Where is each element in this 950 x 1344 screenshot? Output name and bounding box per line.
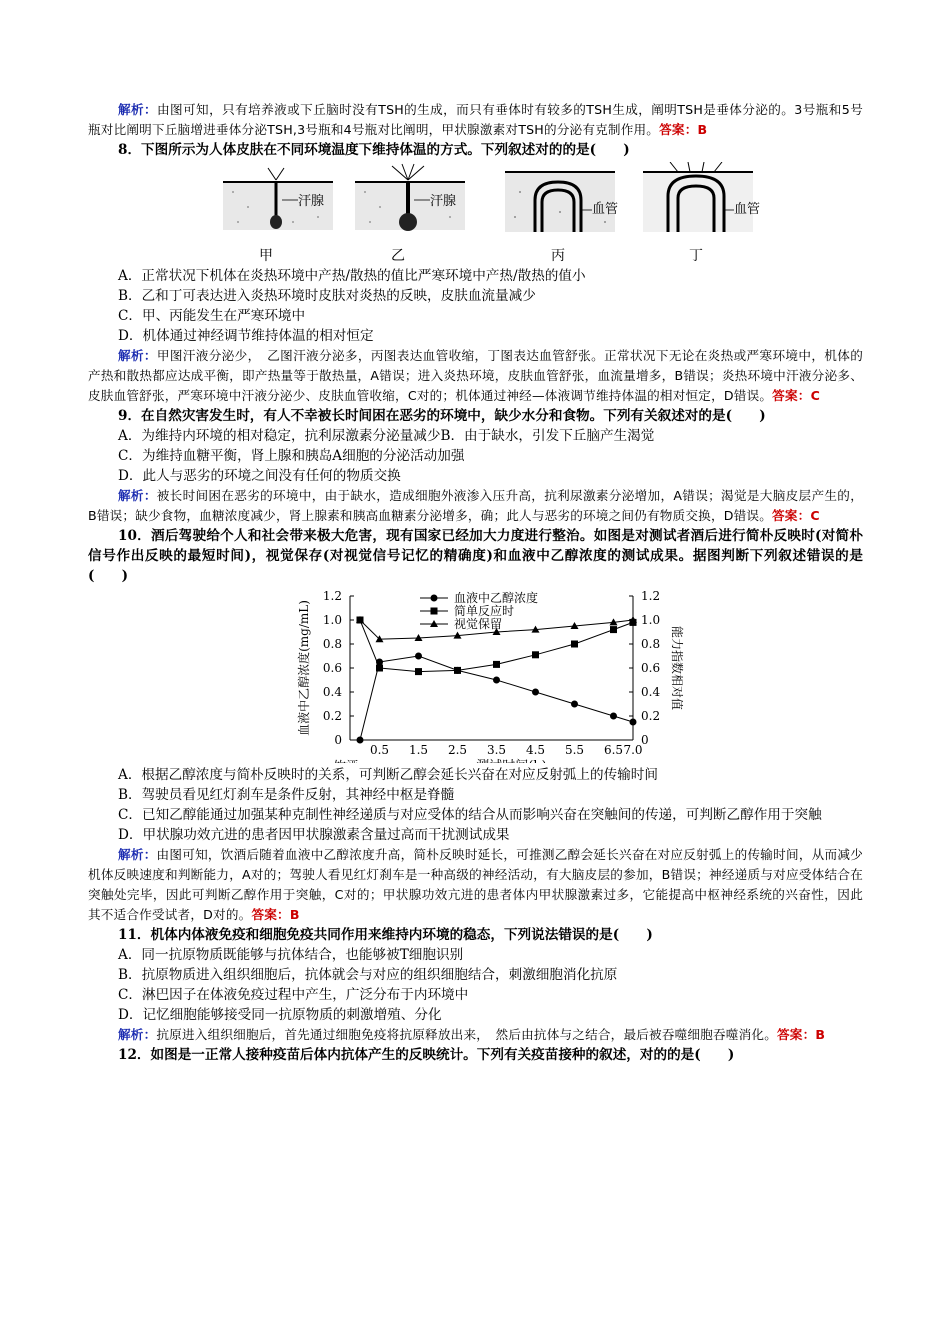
analysis-text: 由图可知，只有培养液或下丘脑时没有TSH的生成，而只有垂体时有较多的TSH生成，阐明TSH是垂体分泌的。3号瓶和5号瓶对比阐明下丘脑增进垂体分泌TSH,3号瓶和4号瓶对比阐明，甲状腺激素对TSH的分泌有克制作用。 (88, 102, 863, 137)
caption-ding: 丁 (689, 248, 703, 264)
caption-jia: 甲 (259, 248, 273, 264)
q11-option-d: D．记忆细胞能够接受同一抗原物质的刺激增殖、分化 (118, 1007, 442, 1023)
q9-option-ab: A．为维持内环境的相对稳定，抗利尿激素分泌量减少B．由于缺水，引发下丘脑产生渴觉 (118, 428, 655, 444)
legend-label-1: 血液中乙醇浓度 (454, 591, 539, 605)
answer-value: B (289, 907, 300, 922)
y2-axis-title: 能力指数相对值 (670, 625, 684, 711)
label-vessel-2: 血管 (734, 202, 761, 217)
alcohol-line-chart (88, 588, 863, 763)
analysis-text: 抗原进入组织细胞后，首先通过细胞免疫将抗原释放出来， 然后由抗体与之结合，最后被吞噬细胞吞噬消化。 (156, 1027, 777, 1042)
answer-tag: 答案： (772, 388, 811, 403)
x-tick-label: 0.5 (369, 743, 390, 757)
vessel-constricted-illustration (500, 162, 640, 242)
q8-option-a: A．正常状况下机体在炎热环境中产热/散热的值比严寒环境中产热/散热的值小 (118, 268, 586, 284)
panel-ding (638, 162, 778, 262)
panel-yi (350, 162, 490, 262)
legend-label-3: 视觉保留 (454, 617, 503, 631)
x-tick-label: 2.5 (447, 743, 468, 757)
q9-analysis (88, 486, 863, 526)
data-point-series-2 (610, 626, 617, 633)
y2-tick-label: 0.2 (641, 709, 661, 723)
y-tick-label: 1.2 (322, 589, 342, 603)
q11-analysis (88, 1025, 863, 1045)
analysis-text: 被长时间困在恶劣的环境中，由于缺水，造成细胞外液渗入压升高，抗利尿激素分泌增加，A错误；渴觉是大脑皮层产生的，B错误；缺少食物，血糖浓度减少，肾上腺素和胰高血糖素分泌增多，确；此人与恶劣的环境之间仍有物质交换，D错误。 (88, 488, 863, 523)
analysis-tag: 解析： (118, 1027, 157, 1042)
legend-label-2: 简单反应时 (454, 604, 515, 618)
label-sweat-gland-1: 汗腺 (298, 194, 325, 209)
y2-tick-label: 0.8 (641, 637, 661, 651)
q12-stem: 12．如图是一正常人接种疫苗后体内抗体产生的反映统计。下列有关疫苗接种的叙述，对的的是( ) (118, 1047, 735, 1063)
data-point-series-2 (493, 661, 500, 668)
x-axis-title (476, 758, 547, 763)
data-point-series-1 (610, 713, 617, 720)
q8-stem: 8．下图所示为人体皮肤在不同环境温度下维持体温的方式。下列叙述对的的是( ) (118, 142, 630, 158)
y2-tick-label: 0.6 (641, 661, 661, 675)
q9-stem: 9．在自然灾害发生时，有人不幸被长时间困在恶劣的环境中，缺少水分和食物。下列有关叙述对的是( ) (118, 408, 766, 424)
caption-yi: 乙 (391, 248, 405, 264)
y-tick-label: 1.0 (322, 613, 342, 627)
label-vessel-1: 血管 (592, 202, 619, 217)
analysis-tag: 解析： (118, 102, 158, 117)
q8-analysis (88, 346, 863, 406)
answer-value: C (810, 388, 821, 403)
analysis-text: 由图可知，饮酒后随着血液中乙醇浓度升高，简朴反映时延长，可推测乙醇会延长兴奋在对应反射弧上的传输时间，从而减少机体反映速度和判断能力，A对的；驾驶人看见红灯刹车是一种高级的神经活动，有大脑皮层的参加，B错误；神经递质与对应受体结合在突触处完毕，因此可判断乙醇作用于突触，C对的；甲状腺功效亢进的患者体内甲状腺激素过多，它能提高中枢神经系统的兴奋性，因此其不适合作受试者，D对的。 (88, 847, 864, 922)
y-tick-label: 0.8 (322, 637, 342, 651)
analysis-text: 甲图汗液分泌少， 乙图汗液分泌多，丙图表达血管收缩，丁图表达血管舒张。正常状况下无论在炎热或严寒环境中，机体的产热和散热都应达成平衡，即产热量等于散热量，A错误；进入炎热环境，皮肤血管舒张，血流量增多，B错误；炎热环境中汗液分泌多、皮肤血管舒张，严寒环境中汗液分泌少、皮肤血管收缩，C对的；机体通过神经—体液调节维持体温的相对恒定，D错误。 (88, 348, 863, 403)
sweat-gland-large-illustration (350, 162, 490, 242)
answer-tag: 答案： (659, 122, 698, 137)
alcohol-chart (88, 588, 863, 763)
panel-bing (500, 162, 640, 262)
data-point-series-2 (376, 665, 383, 672)
data-point-series-1 (357, 737, 364, 744)
y-tick-label: 0.2 (322, 709, 342, 723)
data-point-series-1 (493, 677, 500, 684)
q11-option-c: C．淋巴因子在体液免疫过程中产生，广泛分布于内环境中 (118, 987, 469, 1003)
q11-option-a: A．同一抗原物质既能够与抗体结合，也能够被T细胞识别 (118, 947, 464, 963)
y-tick-label: 0 (334, 733, 342, 747)
y-tick-label: 0.4 (322, 685, 342, 699)
document-page (88, 100, 863, 1065)
answer-tag: 答案： (251, 907, 290, 922)
y-tick-label: 0.6 (322, 661, 342, 675)
analysis-tag: 解析： (118, 488, 157, 503)
sweat-gland-small-illustration (218, 162, 358, 242)
series-line-1 (360, 656, 633, 740)
data-point-series-1 (630, 719, 637, 726)
caption-bing: 丙 (551, 248, 565, 264)
q10-analysis (88, 845, 863, 925)
answer-tag: 答案： (772, 508, 811, 523)
q8-option-b: B．乙和丁可表达进入炎热环境时皮肤对炎热的反映，皮肤血流量减少 (118, 288, 536, 304)
x-tick-label: 5.5 (564, 743, 585, 757)
data-point-series-1 (532, 689, 539, 696)
x-tick-label: 3.5 (486, 743, 507, 757)
q10-option-a: A．根据乙醇浓度与简朴反映时的关系，可判断乙醇会延长兴奋在对应反射弧上的传输时间 (118, 767, 658, 783)
q8-option-d: D．机体通过神经调节维持体温的相对恒定 (118, 328, 374, 344)
legend-marker-1 (431, 595, 438, 602)
analysis-tag: 解析： (118, 348, 157, 363)
answer-tag: 答案： (776, 1027, 816, 1042)
x-tick-label: 6.5 (603, 743, 624, 757)
y2-tick-label: 0 (641, 733, 649, 747)
skin-figure (88, 162, 863, 262)
data-point-series-1 (415, 653, 422, 660)
analysis-tag: 解析： (118, 847, 157, 862)
q10-option-b: B．驾驶员看见红灯刹车是条件反射，其神经中枢是脊髓 (118, 787, 455, 803)
data-point-series-2 (532, 651, 539, 658)
y2-tick-label: 0.4 (641, 685, 661, 699)
q10-option-c: C．已知乙醇能通过加强某种克制性神经递质与对应受体的结合从而影响兴奋在突触间的传递，可判断乙醇作用于突触 (118, 807, 822, 823)
label-sweat-gland-2: 汗腺 (430, 194, 457, 209)
q10-stem: 10．酒后驾驶给个人和社会带来极大危害，现有国家已经加大力度进行整治。如图是对测试者酒后进行简朴反映时(对简朴信号作出反映的最短时间)，视觉保存(对视觉信号记忆的精确度)和血液中乙醇浓度的测试成果。据图判断下列叙述错误的是( ) (88, 528, 863, 584)
q11-stem: 11．机体内体液免疫和细胞免疫共同作用来维持内环境的稳态，下列说法错误的是( ) (118, 927, 653, 943)
data-point-series-2 (415, 668, 422, 675)
data-point-series-2 (454, 667, 461, 674)
q9-option-c: C．为维持血糖平衡，肾上腺和胰岛A细胞的分泌活动加强 (118, 448, 465, 464)
q11-option-b: B．抗原物质进入组织细胞后，抗体就会与对应的组织细胞结合，刺激细胞消化抗原 (118, 967, 618, 983)
y-axis-title: 血液中乙醇浓度(mg/mL) (297, 600, 311, 736)
q7-analysis (88, 100, 863, 140)
q9-option-d: D．此人与恶劣的环境之间没有任何的物质交换 (118, 468, 401, 484)
y2-tick-label: 1.2 (641, 589, 661, 603)
x-first-label (334, 759, 358, 763)
x-tick-label: 7.0 (623, 743, 643, 757)
answer-value: B (815, 1027, 826, 1042)
data-point-series-1 (571, 701, 578, 708)
x-tick-label: 1.5 (408, 743, 429, 757)
data-point-series-2 (571, 641, 578, 648)
answer-value: B (697, 122, 708, 137)
y2-tick-label: 1.0 (641, 613, 661, 627)
answer-value: C (810, 508, 820, 523)
q10-option-d: D．甲状腺功效亢进的患者因甲状腺激素含量过高而干扰测试成果 (118, 827, 510, 843)
legend-marker-2 (431, 608, 438, 615)
q8-option-c: C．甲、丙能发生在严寒环境中 (118, 308, 306, 324)
x-tick-label: 4.5 (525, 743, 546, 757)
